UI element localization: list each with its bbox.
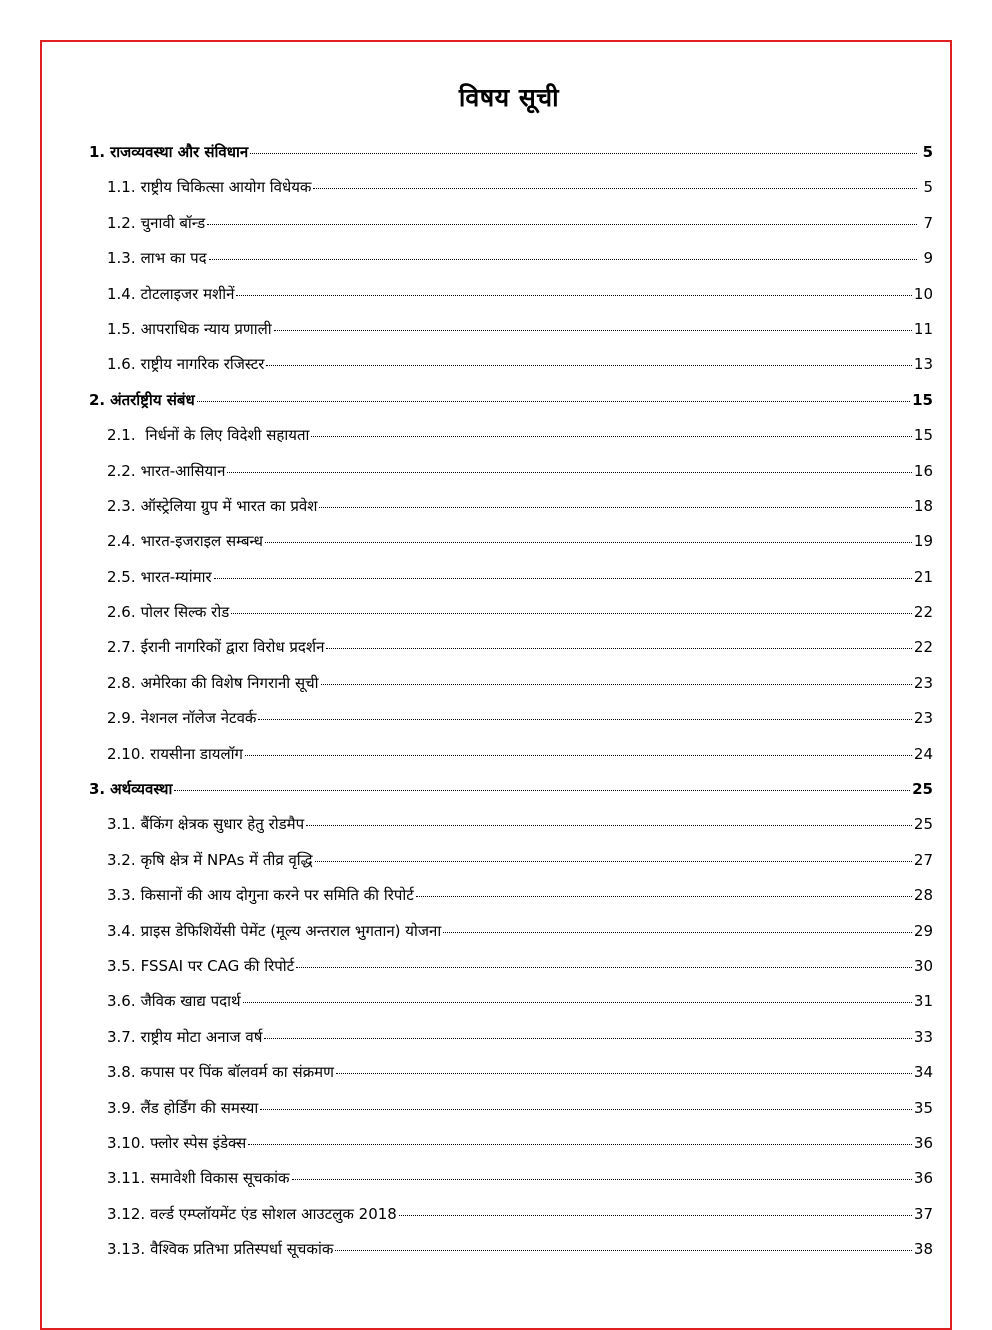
toc-entry-title: वैश्विक प्रतिभा प्रतिस्पर्धा सूचकांक (150, 1240, 334, 1259)
toc-page-number: 13 (913, 355, 933, 374)
toc-entry-number: 2.1. (107, 426, 136, 445)
toc-dot-leader (319, 507, 912, 508)
toc-entry-number: 2.7. (107, 638, 136, 657)
toc-page-number: 34 (913, 1063, 933, 1082)
toc-dot-leader (313, 188, 917, 189)
toc-page-number: 7 (923, 213, 933, 232)
toc-page-number: 22 (913, 638, 933, 657)
toc-page-number: 35 (913, 1098, 933, 1117)
toc-entry-number: 3.13. (107, 1240, 146, 1259)
toc-page-number: 36 (913, 1169, 933, 1188)
toc-page-number: 25 (913, 815, 933, 834)
toc-entry-title: वर्ल्ड एम्प्लॉयमेंट एंड सोशल आउटलुक 2018 (150, 1204, 397, 1223)
toc-entry-title: रायसीना डायलॉग (150, 744, 244, 763)
toc-entry-title: भारत-म्यांमार (140, 567, 212, 586)
toc-dot-leader (248, 1144, 912, 1145)
toc-subsection-entry[interactable] (89, 1061, 933, 1096)
toc-subsection-entry[interactable] (89, 849, 933, 884)
toc-dot-leader (236, 295, 911, 296)
toc-entry-title: लैंड होर्डिंग की समस्या (140, 1098, 259, 1117)
toc-dot-leader (227, 472, 911, 473)
toc-entry-title: समावेशी विकास सूचकांक (150, 1169, 290, 1188)
toc-entry-number: 1.3. (107, 249, 136, 268)
toc-entry-title: राष्ट्रीय नागरिक रजिस्टर (140, 355, 265, 374)
toc-page-number: 10 (913, 284, 933, 303)
toc-entry-number: 3. (89, 780, 106, 799)
toc-dot-leader (326, 648, 912, 649)
toc-dot-leader (416, 896, 912, 897)
toc-entry-title: राजव्यवस्था और संविधान (110, 143, 249, 161)
toc-dot-leader (296, 967, 912, 968)
toc-subsection-entry[interactable] (89, 530, 933, 565)
toc-subsection-entry[interactable] (89, 247, 933, 282)
toc-entry-title: निर्धनों के लिए विदेशी सहायता (140, 426, 310, 445)
toc-entry-number: 3.1. (107, 815, 136, 834)
toc-dot-leader (214, 578, 912, 579)
toc-dot-leader (260, 1109, 912, 1110)
toc-entry-number: 3.8. (107, 1063, 136, 1082)
toc-entry-title: फ्लोर स्पेस इंडेक्स (150, 1133, 247, 1152)
toc-entry-number: 1. (89, 143, 106, 161)
toc-entry-number: 3.2. (107, 850, 136, 869)
toc-page-number: 27 (913, 850, 933, 869)
toc-page-number: 33 (913, 1027, 933, 1046)
toc-subsection-entry[interactable] (89, 813, 933, 848)
toc-entry-number: 2.9. (107, 709, 136, 728)
page-title: विषय सूची (458, 83, 560, 112)
toc-dot-leader (265, 542, 912, 543)
toc-page-number: 29 (913, 921, 933, 940)
toc-page-number: 37 (913, 1204, 933, 1223)
toc-entry-title: जैविक खाद्य पदार्थ (140, 992, 241, 1011)
toc-page-number: 23 (913, 673, 933, 692)
toc-entry-title: भारत-आसियान (140, 461, 226, 480)
toc-page-number: 15 (912, 390, 933, 409)
toc-page-number: 22 (913, 603, 933, 622)
toc-subsection-entry[interactable] (89, 743, 933, 778)
toc-dot-leader (311, 436, 912, 437)
toc-entry-title: नेशनल नॉलेज नेटवर्क (140, 709, 257, 728)
toc-entry-title: अमेरिका की विशेष निगरानी सूची (140, 673, 319, 692)
toc-entry-title: लाभ का पद (140, 249, 207, 268)
toc-subsection-entry[interactable] (89, 990, 933, 1025)
toc-entry-number: 3.4. (107, 921, 136, 940)
toc-page-number: 31 (913, 992, 933, 1011)
toc-subsection-entry[interactable] (89, 1097, 933, 1132)
toc-dot-leader (250, 153, 917, 154)
toc-subsection-entry[interactable] (89, 176, 933, 211)
toc-section-entry[interactable] (89, 778, 933, 813)
toc-page-number: 15 (913, 426, 933, 445)
toc-dot-leader (264, 1038, 912, 1039)
toc-subsection-entry[interactable] (89, 495, 933, 530)
toc-page-number: 24 (913, 744, 933, 763)
toc-subsection-entry[interactable] (89, 1132, 933, 1167)
toc-dot-leader (209, 259, 917, 260)
toc-dot-leader (443, 932, 912, 933)
toc-entry-number: 2.2. (107, 461, 136, 480)
toc-entry-title: अर्थव्यवस्था (110, 780, 173, 799)
toc-entry-number: 2.6. (107, 603, 136, 622)
toc-section-entry[interactable] (89, 141, 933, 176)
toc-entry-number: 2.5. (107, 567, 136, 586)
toc-entry-number: 1.4. (107, 284, 136, 303)
toc-subsection-entry[interactable] (89, 920, 933, 955)
toc-entry-title: किसानों की आय दोगुना करने पर समिति की रिपोर्ट (140, 886, 414, 905)
toc-subsection-entry[interactable] (89, 566, 933, 601)
toc-entry-title: राष्ट्रीय चिकित्सा आयोग विधेयक (140, 178, 312, 197)
toc-dot-leader (321, 684, 912, 685)
toc-subsection-entry[interactable] (89, 601, 933, 636)
toc-entry-number: 1.6. (107, 355, 136, 374)
toc-subsection-entry[interactable] (89, 353, 933, 388)
toc-dot-leader (266, 365, 912, 366)
toc-subsection-entry[interactable] (89, 424, 933, 459)
toc-page-number: 5 (923, 178, 933, 197)
toc-dot-leader (231, 613, 912, 614)
toc-page-number: 11 (913, 319, 933, 338)
toc-entry-title: ऑस्ट्रेलिया ग्रुप में भारत का प्रवेश (140, 496, 318, 515)
toc-subsection-entry[interactable] (89, 212, 933, 247)
toc-subsection-entry[interactable] (89, 707, 933, 742)
toc-dot-leader (335, 1250, 912, 1251)
toc-entry-title: कपास पर पिंक बॉलवर्म का संक्रमण (140, 1063, 334, 1082)
toc-entry-number: 3.9. (107, 1098, 136, 1117)
toc-entry-number: 1.5. (107, 319, 136, 338)
toc-entry-title: अंतर्राष्ट्रीय संबंध (110, 390, 195, 409)
toc-entry-title: प्राइस डेफिशियेंसी पेमेंट (मूल्य अन्तराल भुगतान) योजना (140, 921, 442, 940)
toc-entry-number: 2.8. (107, 673, 136, 692)
toc-page-number: 25 (912, 780, 933, 799)
toc-subsection-entry[interactable] (89, 283, 933, 318)
toc-subsection-entry[interactable] (89, 1167, 933, 1202)
toc-page-number: 18 (913, 496, 933, 515)
toc-entry-title: टोटलाइजर मशीनें (140, 284, 235, 303)
toc-page-number: 36 (913, 1133, 933, 1152)
toc-dot-leader (197, 401, 910, 402)
toc-entry-number: 3.12. (107, 1204, 146, 1223)
toc-dot-leader (243, 1002, 912, 1003)
toc-entry-number: 3.3. (107, 886, 136, 905)
toc-dot-leader (315, 861, 912, 862)
toc-subsection-entry[interactable] (89, 672, 933, 707)
toc-entry-title: कृषि क्षेत्र में NPAs में तीव्र वृद्धि (140, 850, 313, 869)
toc-entry-number: 3.5. (107, 956, 136, 975)
toc-entry-number: 2.3. (107, 496, 136, 515)
toc-entry-title: चुनावी बॉन्ड (140, 213, 206, 232)
toc-section-entry[interactable] (89, 389, 933, 424)
toc-subsection-entry[interactable] (89, 460, 933, 495)
toc-page-number: 5 (922, 143, 933, 161)
toc-page-number: 30 (913, 956, 933, 975)
toc-entry-title: बैंकिंग क्षेत्रक सुधार हेतु रोडमैप (140, 815, 305, 834)
toc-subsection-entry[interactable] (89, 1203, 933, 1238)
toc-page-number: 19 (913, 532, 933, 551)
toc-page-number: 21 (913, 567, 933, 586)
toc-dot-leader (274, 330, 912, 331)
toc-entry-title: पोलर सिल्क रोड (140, 603, 230, 622)
toc-entry-number: 2. (89, 390, 106, 409)
toc-page-number: 16 (913, 461, 933, 480)
table-of-contents (89, 141, 933, 1274)
toc-dot-leader (174, 790, 910, 791)
toc-subsection-entry[interactable] (89, 1238, 933, 1273)
toc-dot-leader (336, 1073, 912, 1074)
toc-entry-number: 2.4. (107, 532, 136, 551)
toc-page-number: 38 (913, 1240, 933, 1259)
toc-page-number: 9 (923, 249, 933, 268)
toc-dot-leader (399, 1215, 912, 1216)
toc-dot-leader (258, 719, 911, 720)
toc-subsection-entry[interactable] (89, 636, 933, 671)
toc-entry-number: 3.6. (107, 992, 136, 1011)
toc-entry-title: ईरानी नागरिकों द्वारा विरोध प्रदर्शन (140, 638, 325, 657)
toc-subsection-entry[interactable] (89, 955, 933, 990)
toc-dot-leader (292, 1179, 912, 1180)
toc-entry-title: FSSAI पर CAG की रिपोर्ट (140, 956, 295, 975)
toc-subsection-entry[interactable] (89, 1026, 933, 1061)
toc-page-number: 23 (913, 709, 933, 728)
toc-entry-title: आपराधिक न्याय प्रणाली (140, 319, 272, 338)
toc-entry-title: भारत-इजराइल सम्बन्ध (140, 532, 263, 551)
toc-entry-number: 3.10. (107, 1133, 146, 1152)
toc-entry-number: 1.2. (107, 213, 136, 232)
toc-subsection-entry[interactable] (89, 318, 933, 353)
toc-dot-leader (245, 755, 912, 756)
toc-entry-title: राष्ट्रीय मोटा अनाज वर्ष (140, 1027, 263, 1046)
toc-entry-number: 3.11. (107, 1169, 146, 1188)
toc-dot-leader (306, 825, 912, 826)
toc-subsection-entry[interactable] (89, 884, 933, 919)
toc-entry-number: 2.10. (107, 744, 146, 763)
toc-dot-leader (207, 224, 917, 225)
toc-entry-number: 3.7. (107, 1027, 136, 1046)
toc-entry-number: 1.1. (107, 178, 136, 197)
toc-page-number: 28 (913, 886, 933, 905)
